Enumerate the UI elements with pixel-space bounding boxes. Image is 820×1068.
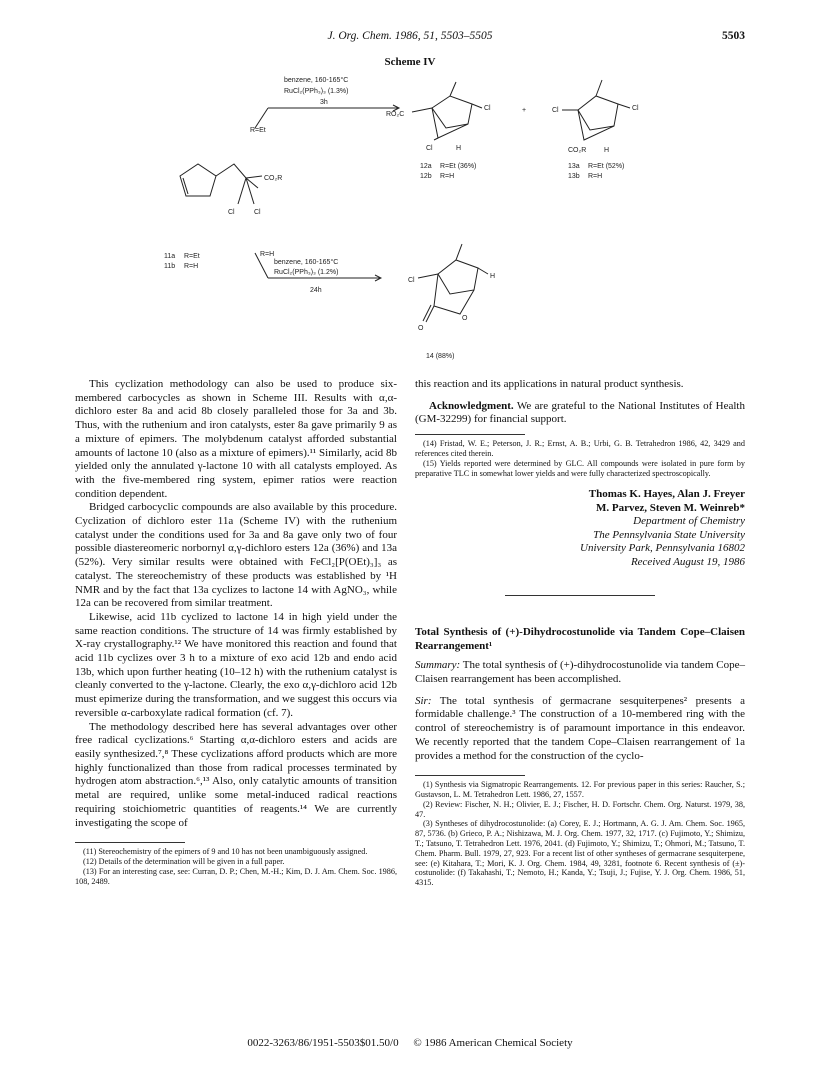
sir-label: Sir: [415,694,432,707]
p14-o-carbonyl: O [418,325,424,332]
p13-co2r: CO₂R [568,147,587,154]
footnotes-right-top [415,439,745,478]
authors-line-2: M. Parvez, Steven M. Weinreb* [596,501,745,514]
summary-text: The total synthesis of (+)-dihydrocostunolide via tandem Cope–Claisen rearrangement has been accomplished. [415,659,745,685]
label-12b: 12b [420,173,432,180]
co2r-bond [246,176,262,178]
p12-cl-2: Cl [426,145,433,152]
p14-h: H [490,273,496,280]
footnote-15: (15) Yields reported were determined by GLC. All compounds were isolated in pure form by preparative TLC in somewhat lower yields and were fully characterized spectroscopically. [415,458,745,478]
label-13a: 13a [568,163,580,170]
p13-cl: Cl [552,107,559,114]
lactone-ring [434,274,474,314]
branch-upper-label: R=Et [250,127,266,134]
left-column [75,378,397,886]
footnote-14: (14) Fristad, W. E.; Peterson, J. R.; Ernst, A. B.; Urbi, G. B. Tetrahedron 1986, 42, 3429 and references cited therein. [415,439,745,458]
sm-cl-1: Cl [228,209,235,216]
footnote-rule [415,775,525,776]
right-column [415,378,745,888]
h-bond-14 [478,268,488,274]
lactone-14-top [456,244,462,260]
footer-copyright: © 1986 American Chemical Society [413,1037,573,1049]
cyclopentene-ring [180,164,216,196]
label-13b: 13b [568,173,580,180]
carbonyl-bond [426,306,434,322]
sir-text: The total synthesis of germacrane sesquiterpenes² presents a formidable challenge.³ The construction of a 10-membered ring with the control of stereochemistry is of paramount importance in this endeavor. We recently reported that the tandem Cope–Claisen rearrangement of 1a provides a method for the construction of the cyclo- [415,694,745,762]
footnotes-left [75,847,397,886]
branch-lower-label: R=H [260,251,275,258]
cl-bond-1 [238,178,246,204]
cl-bond-12 [472,104,482,108]
label-13a-r: R=Et (52%) [588,163,625,170]
footnote-13: (13) For an interesting case, see: Curran, D. P.; Chen, M.-H.; Kim, D. J. Am. Chem. Soc. 1986, 108, 2489. [75,866,397,886]
university: The Pennsylvania State University [593,528,745,541]
cond1-catalyst: RuCl₂(PPh₃)₃ (1.3%) [284,88,349,95]
received-date: Received August 19, 1986 [630,555,745,568]
side-chain-bond [216,164,258,188]
acknowledgment-text: We are grateful to the National Institutes of Health (GM-32299) for financial support. [415,399,745,426]
sm-co2r: CO₂R [264,175,283,182]
norbornane-13-bridge [578,110,614,140]
sm-cl-2: Cl [254,209,261,216]
article-separator [505,595,655,596]
norbornane-12-bridge [432,108,468,138]
cond2-time: 24h [310,287,322,294]
body-paragraph: Likewise, acid 11b cyclized to lactone 14 in high yield under the same reaction conditions. The structure of 14 was firmly established by X-ray crystallography.¹² We have monitored this reaction and found that acid 11b cyclizes over 3 h to a mixture of exo acid 12b and endo acid 13b, which upon further heating (10–12 h) with the ruthenium catalyst is cleanly converted to the γ-lactone. Clearly, the exo α,γ-dichloro acid 12b must epimerize during the transformation, and we suggest this occurs via reversible α-carboxylate radical formation (cf. 7). [75,610,397,719]
cond2-catalyst: RuCl₂(PPh₃)₃ (1.2%) [274,269,339,276]
page-number: 5503 [722,30,745,42]
footnote-2: (2) Review: Fischer, N. H.; Olivier, E. J.; Fischer, H. D. Fortschr. Chem. Org. Naturst. 1979, 38, 47. [415,799,745,819]
p13-h: H [604,147,610,154]
label-12b-r: R=H [440,173,455,180]
label-11a-r: R=Et [184,253,200,260]
label-11a: 11a [164,253,176,260]
label-12a: 12a [420,163,432,170]
cl-bond-12b [434,138,438,140]
footnote-3: (3) Syntheses of dihydrocostunolide: (a) Corey, E. J.; Hortmann, A. G. J. Am. Chem. Soc. 1965, 87, 5736. (b) Grieco, P. A.; Nishizawa, M. J. Org. Chem. 1977, 32, 1717. (c) Fujimoto, Y.; Shimizu, T.; Tatsuno, T. Tetrahedron Lett. 1976, 2041. (d) Fujimoto, Y.; Shimizu, T.; Ohmori, M.; Tatsuno, T. Chem. Pharm. Bull. 1979, 27, 923. For a recent list of other syntheses of germacrane sesquiterpene, see: (e) Kitahara, T.; Mori, K. J. Org. Chem. 1984, 49, 3281, footnote 6. Recent synthesis of (±)-costunolide: (f) Takahashi, T.; Nemoto, H.; Kanda, Y.; Tsuji, J.; Fujise, Y. J. Org. Chem. 1986, 51, 4315. [415,819,745,888]
scheme-iv-svg [150,68,710,368]
cond2-solvent: benzene, 160-165°C [274,259,339,266]
scheme-iv-figure [150,68,710,368]
label-14: 14 (88%) [426,353,455,360]
branch-line-upper [255,108,268,128]
department: Department of Chemistry [633,515,745,528]
norbornane-12-cage [432,96,472,128]
ring-double-bond [183,178,188,194]
label-13b-r: R=H [588,173,603,180]
p12-cl: Cl [484,105,491,112]
article-title: Total Synthesis of (+)-Dihydrocostunolide via Tandem Cope–Claisen Rearrangement¹ [415,626,745,652]
acknowledgment-label: Acknowledgment. [429,399,514,412]
summary-label: Summary: [415,659,461,672]
p12-h: H [456,145,462,152]
body-paragraph: Bridged carbocyclic compounds are also available by this procedure. Cyclization of dichloro ester 11a (Scheme IV) with the ruthenium catalyst under the conditions used for 3a and 8a gave only two of four possible diastereomeric norbornyl α,γ-dichloro esters 12a (36%) and 13a (52%). Very similar results were obtained with FeCl₂[P(OEt)₃]₃ as catalyst. The stereochemistry of these products was established by ¹H NMR and by the fact that 13a cyclizes to lactone 14 with AgNO₃, while 12a can be recovered from similar treatment. [75,501,397,610]
norbornane-13-top [596,80,602,96]
cond1-time: 3h [320,99,328,106]
footnote-rule [415,434,525,435]
footer-code: 0022-3263/86/1951-5503$01.50/0 [247,1037,399,1049]
p14-o-ring: O [462,315,468,322]
footnote-11: (11) Stereochemistry of the epimers of 9 and 10 has not been unambiguously assigned. [83,847,368,857]
norbornane-13-cage [578,96,618,130]
label-11b-r: R=H [184,263,199,270]
footnotes-right-bottom [415,780,745,888]
summary [415,659,745,686]
body-paragraph: This cyclization methodology can also be used to produce six-membered carbocycles as shown in Scheme III. Results with α,α-dichloro ester 8a and acid 8b closely paralleled those for 3a and 3b. Thus, with the ruthenium and iron catalysts, ester 8a gave primarily 9 as a mixture of epimers. The molybdenum catalyst afforded substantial amounts of lactone 10 (also as a mixture of epimers).¹¹ Similarly, acid 8b yielded only the annulated γ-lactone 10 with all catalysts employed. As with the five-membered ring system, epimer ratios were reaction condition dependent. [75,378,397,500]
footnote-1: (1) Synthesis via Sigmatropic Rearrangements. 12. For previous paper in this series: Raucher, S.; Gustavson, L. M. Tetrahedron Lett. 1986, 27, 1557. [415,780,745,800]
ro2c-bond [412,108,432,112]
label-12a-r: R=Et (36%) [440,163,477,170]
cl-bond-14 [418,274,438,278]
footnote-rule [75,842,185,843]
lactone-14-cage [438,260,478,294]
carbonyl-bond-2 [423,305,431,321]
city: University Park, Pennsylvania 16802 [580,542,745,555]
p13-cl-2: Cl [632,105,639,112]
p14-cl: Cl [408,277,415,284]
footnote-12: (12) Details of the determination will be given in a full paper. [83,857,285,866]
scheme-title: Scheme IV [384,56,436,68]
body-paragraph-continued: this reaction and its applications in natural product synthesis. [415,378,684,390]
norbornane-12-top [450,82,456,96]
cl-bond-13b [618,104,630,108]
page-footer [0,1037,820,1049]
authors-line-1: Thomas K. Hayes, Alan J. Freyer [588,488,745,501]
acknowledgment [415,400,745,427]
journal-citation: J. Org. Chem. 1986, 51, 5503–5505 [327,30,493,42]
author-block [415,488,745,569]
running-header [0,30,820,46]
label-11b: 11b [164,263,176,270]
cond1-solvent: benzene, 160-165°C [284,77,349,84]
body-paragraph: The methodology described here has several advantages over other free radical cyclizations.⁶ Starting α,α-dichloro esters and acids are easily synthesized.⁷,⁸ These cyclizations afford products which are more highly functionalized than those from radical processes terminated by hydrogen atom abstraction.⁶,¹³ Also, only catalytic amounts of transition metal are required, unlike some metal-induced radical reactions requiring stoichiometric quantities of reagents.¹⁴ We are currently investigating the scope of [75,720,397,829]
sir-paragraph [415,695,745,764]
plus-sign: + [522,107,527,114]
p12-ro2c: RO₂C [386,111,405,118]
